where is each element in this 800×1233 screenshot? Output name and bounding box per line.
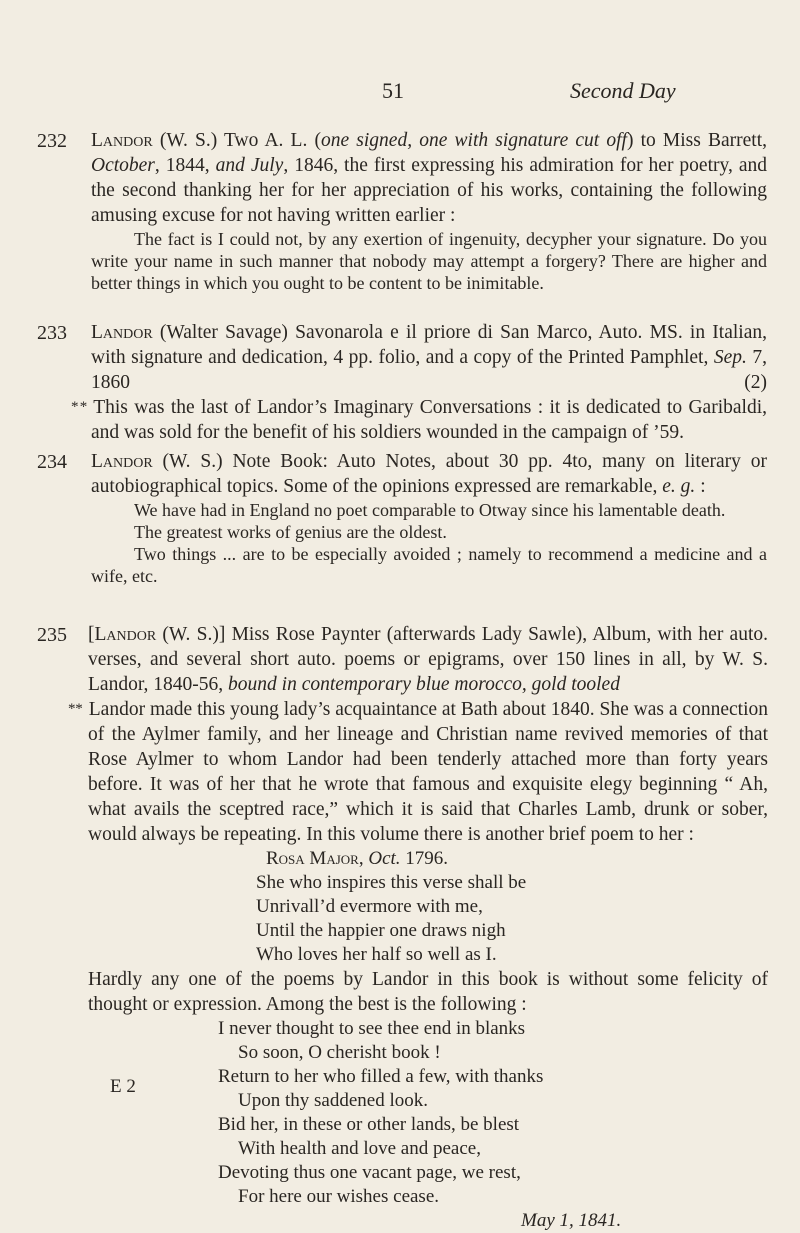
lot-quote: We have had in England no poet comparable to Otway since his lamentable death. [134,500,726,520]
poem-line: For here our wishes cease. [238,1186,440,1207]
asterism-mark: * * [68,701,81,717]
poem-1 [88,871,768,967]
lot-description: [Landor (W. S.)] Miss Rose Paynter (afterwards Lady Sawle), Album, with her auto. verses, and several short auto. poems or epigrams, over 150 lines in all, by W. S. Landor, 1840-56, bound in contemporary blue morocco, gold tooled * * Landor made this young lady’s acquaintance at Bath about 1840. She was a connection of the Aylmer family, and her lineage and Christian name revived memories of that Rose Aylmer to whom Landor had been tenderly attached more than forty years before. It was of her that he wrote that famous and exquisite elegy beginning “ Ah, what avails the sceptred race,” which it is said that Charles Lamb, drunk or sober, would always be repeating. In this volume there is another brief poem to her : Rosa Major, Oct. 1796. She who inspires this verse shall be Unrivall’d evermore with me, Until the happier one draws nigh Who loves her half so well as I. Hardly any one of the poems by Landor in this book is without some felicity of thought or expression. Among the best is the following : I never thought to see thee end in blanks So soon, O cherisht book ! Return to her who filled a few, with thanks Upon thy saddened look. Bid her, in these or other lands, be blest With health and love and peace, Devoting thus one vacant page, we rest, For here our wishes cease. May 1, 1841. [68,624,768,1231]
poem-line: With health and love and peace, [238,1138,481,1159]
poem-line: She who inspires this verse shall be [256,872,527,893]
lot-author: Landor [91,130,153,151]
poem-2 [88,1017,768,1209]
poem-line: Bid her, in these or other lands, be blest [218,1114,520,1135]
poem-title: Rosa Major, Oct. 1796. [266,848,449,869]
lot-description: Landor (Walter Savage) Savonarola e il priore di San Marco, Auto. MS. in Italian, with signature and dedication, 4 pp. folio, and a copy of the Printed Pamphlet, Sep. 7, 1860 (2) * * This was the last of Landor’s Imaginary Conversations : it is dedicated to Garibaldi, and was sold for the benefit of his soldiers wounded in the campaign of ’59. [71,322,767,443]
lot-quantity: (2) [744,372,767,393]
lot-description: Landor (W. S.) Note Book: Auto Notes, about 30 pp. 4to, many on literary or autobiographical topics. Some of the opinions expressed are remarkable, e. g. : We have had in England no poet comparable to Otway since his lamentable death. The greatest works of genius are the oldest. Two things ... are to be especially avoided ; namely to recommend a medicine and a wife, etc. [91,451,767,586]
poem-line: Who loves her half so well as I. [256,944,497,965]
poem-line: Return to her who filled a few, with thanks [218,1066,544,1087]
lot-author: Landor [94,624,157,645]
poem-date: May 1, 1841. [521,1210,622,1231]
poem-line: Unrivall’d evermore with me, [256,896,483,917]
lot-number: 233 [37,322,67,344]
lot-note: This was the last of Landor’s Imaginary Conversations : it is dedicated to Garibaldi, and was sold for the benefit of his soldiers wounded in the campaign of ’59. [91,397,767,443]
lot-author: Landor [91,322,153,343]
poem-line: Devoting thus one vacant page, we rest, [218,1162,521,1183]
asterism-mark: * * [71,399,86,415]
lot-number: 235 [37,624,67,646]
lot-number: 234 [37,451,67,473]
lot-description: Landor (W. S.) Two A. L. (one signed, one with signature cut off) to Miss Barrett, October, 1844, and July, 1846, the first expressing his admiration for her poetry, and the second thanking her for her appreciation of his works, containing the following amusing excuse for not having written earlier : The fact is I could not, by any exertion of ingenuity, decypher your signature. Do you write your name in such manner that nobody may attempt a forgery? There are higher and better things in which you ought to be content to be inimitable. [91,130,768,293]
lot-quote: The fact is I could not, by any exertion of ingenuity, decypher your signature. Do you write your name in such manner that nobody may attempt a forgery? There are higher and better things in which you ought to be content to be inimitable. [91,229,767,293]
lot-commentary: Hardly any one of the poems by Landor in this book is without some felicity of thought or expression. Among the best is the following : [88,969,768,1015]
lot-quote: Two things ... are to be especially avoided ; namely to recommend a medicine and a wife, etc. [91,544,767,586]
signature-mark: E 2 [110,1076,136,1097]
lot-number: 232 [37,130,67,152]
lot-author: Landor [91,451,153,472]
lot-quote: The greatest works of genius are the oldest. [134,522,447,542]
page-number: 51 [382,78,404,103]
lot-note: Landor made this young lady’s acquaintance at Bath about 1840. She was a connection of the Aylmer family, and her lineage and Christian name revived memories of that Rose Aylmer to whom Landor had been tenderly attached more than forty years before. It was of her that he wrote that famous and exquisite elegy beginning “ Ah, what avails the sceptred race,” which it is said that Charles Lamb, drunk or sober, would always be repeating. In this volume there is another brief poem to her : [88,699,768,845]
poem-line: I never thought to see thee end in blanks [218,1018,526,1039]
poem-line: Until the happier one draws nigh [256,920,506,941]
poem-line: Upon thy saddened look. [238,1090,428,1111]
running-head: Second Day [570,78,676,103]
page-header [0,78,800,108]
poem-line: So soon, O cherisht book ! [238,1042,441,1063]
